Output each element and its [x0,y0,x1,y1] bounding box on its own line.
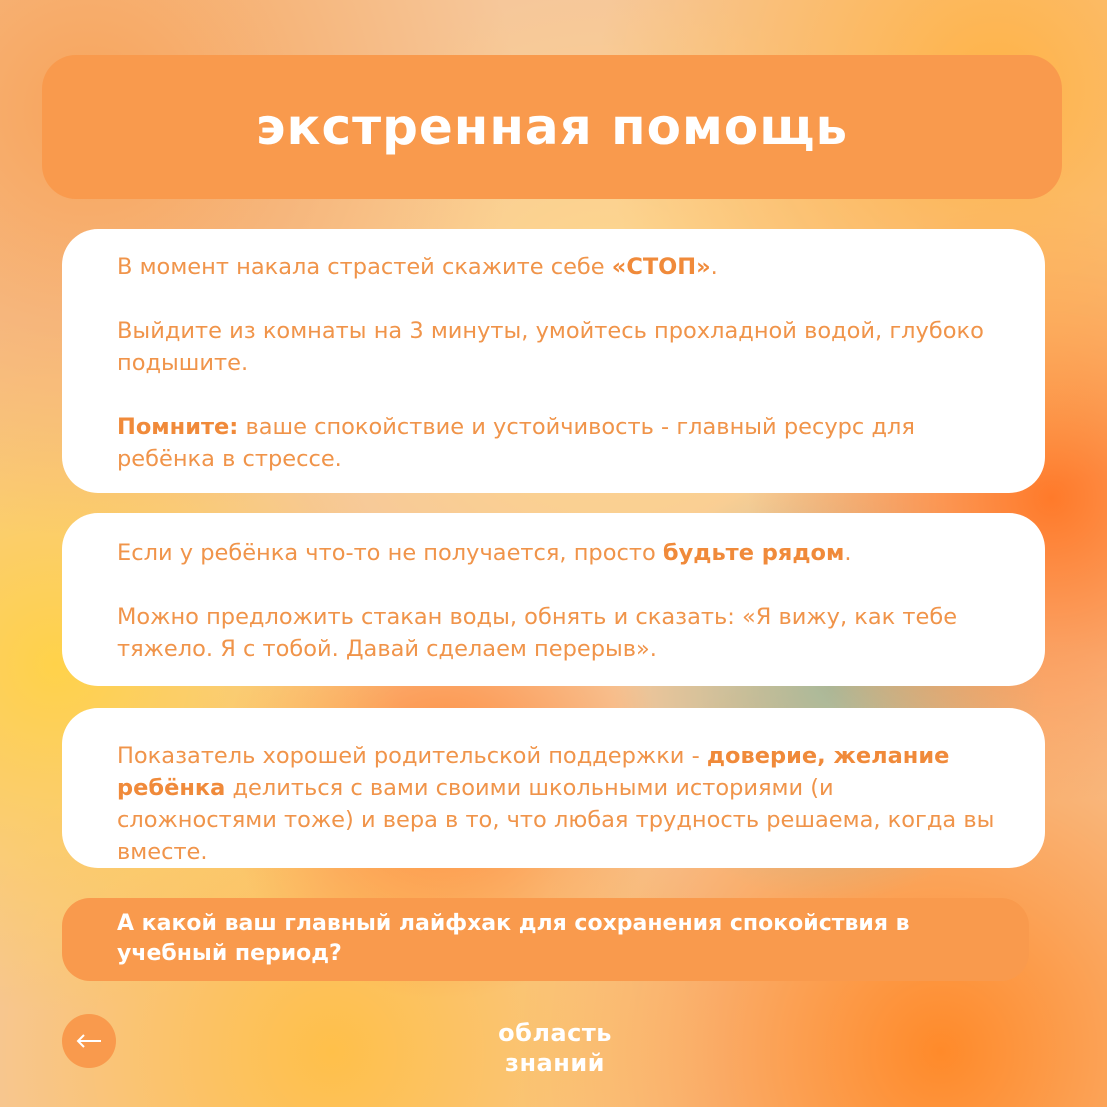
page-title: экстренная помощь [255,98,849,156]
tip-text: делиться с вами своими школьными историями (и сложностями тоже) и вера в то, что любая трудность решаема, когда вы вместе. [117,775,995,865]
tip-bold: доверие, желание ребёнка [117,743,950,801]
back-button[interactable] [62,1014,116,1068]
tip-text: ваше спокойствие и устойчивость - главный ресурс для ребёнка в стрессе. [117,414,915,472]
tip-paragraph [117,740,999,868]
tip-text: Если у ребёнка что-то не получается, просто [117,540,663,566]
tip-bold: Помните: [117,414,239,440]
tip-paragraph [117,251,999,283]
tip-text: В момент накала страстей скажите себе [117,254,612,280]
question-banner [62,898,1029,981]
arrow-left-icon [76,1034,102,1048]
tip-paragraph: Выйдите из комнаты на 3 минуты, умойтесь прохладной водой, глубоко подышите. [117,318,984,376]
tip-text: . [710,254,718,280]
logo-line: знаний [505,1049,605,1077]
tip-text: Показатель хорошей родительской поддержки - [117,743,707,769]
question-text: А какой ваш главный лайфхак для сохранения спокойствия в учебный период? [117,911,910,966]
tip-paragraph [117,537,999,569]
tip-bold: «СТОП» [611,254,711,280]
tip-paragraph [117,411,999,475]
tip-card-be-near [62,513,1045,686]
tip-card-stop [62,229,1045,493]
tip-paragraph: Можно предложить стакан воды, обнять и сказать: «Я вижу, как тебе тяжело. Я с тобой. Давай сделаем перерыв». [117,604,958,662]
brand-logo [470,1018,640,1078]
tip-text: . [844,540,852,566]
header-banner [42,55,1062,199]
logo-line: область [498,1019,612,1047]
tip-bold: будьте рядом [662,540,845,566]
tip-card-support [62,708,1045,868]
